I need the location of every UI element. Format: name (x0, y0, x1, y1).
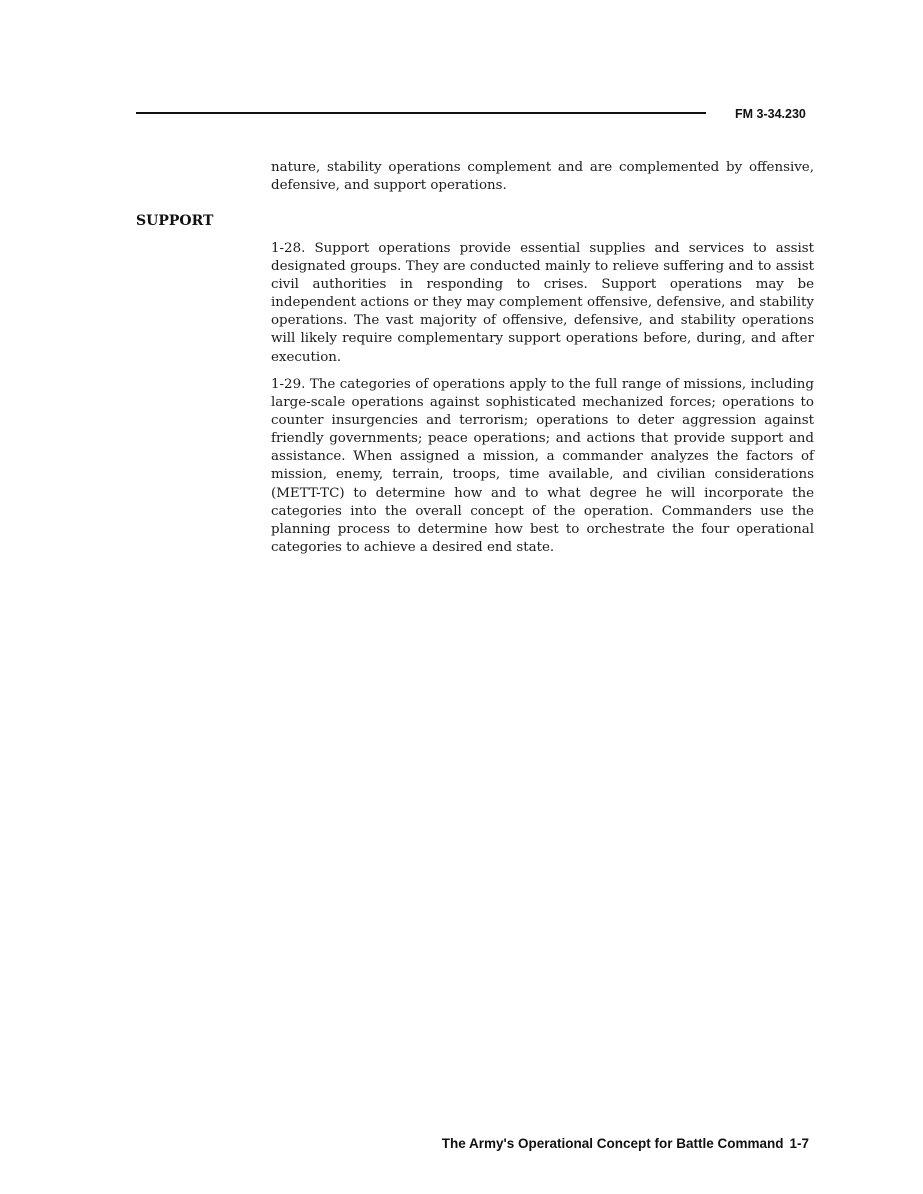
page-number: 1-7 (789, 1136, 809, 1151)
paragraph-1-28: 1-28. Support operations provide essential supplies and services to assist designated groups. They are conducted mainly to relieve suffering and to assist civil authorities in responding to crises. Support operations may be independent actions or they may complement offensive, defensive, and stability operations. The vast majority of offensive, defensive, and stability operations will likely require complementary support operations before, during, and after execution. (271, 241, 814, 365)
footer-chapter-title: The Army's Operational Concept for Battle Command (441, 1136, 784, 1151)
section-heading: SUPPORT (136, 213, 214, 229)
paragraph-1-29: 1-29. The categories of operations apply to the full range of missions, including large-scale operations against sophisticated mechanized forces; operations to counter insurgencies and terrorism; operations to deter aggression against friendly governments; peace operations; and actions that provide support and assistance. When assigned a mission, a commander analyzes the factors of mission, enemy, terrain, troops, time available, and civilian considerations (METT-TC) to determine how and to what degree he will incorporate the categories into the overall concept of the operation. Commanders use the planning process to determine how best to orchestrate the four operational categories to achieve a desired end state. (271, 377, 814, 555)
continuation-paragraph: nature, stability operations complement and are complemented by offensive, defensive, and support operations. (271, 160, 814, 194)
header-rule (136, 112, 706, 114)
document-id: FM 3-34.230 (735, 107, 806, 121)
page-footer (442, 1135, 809, 1153)
